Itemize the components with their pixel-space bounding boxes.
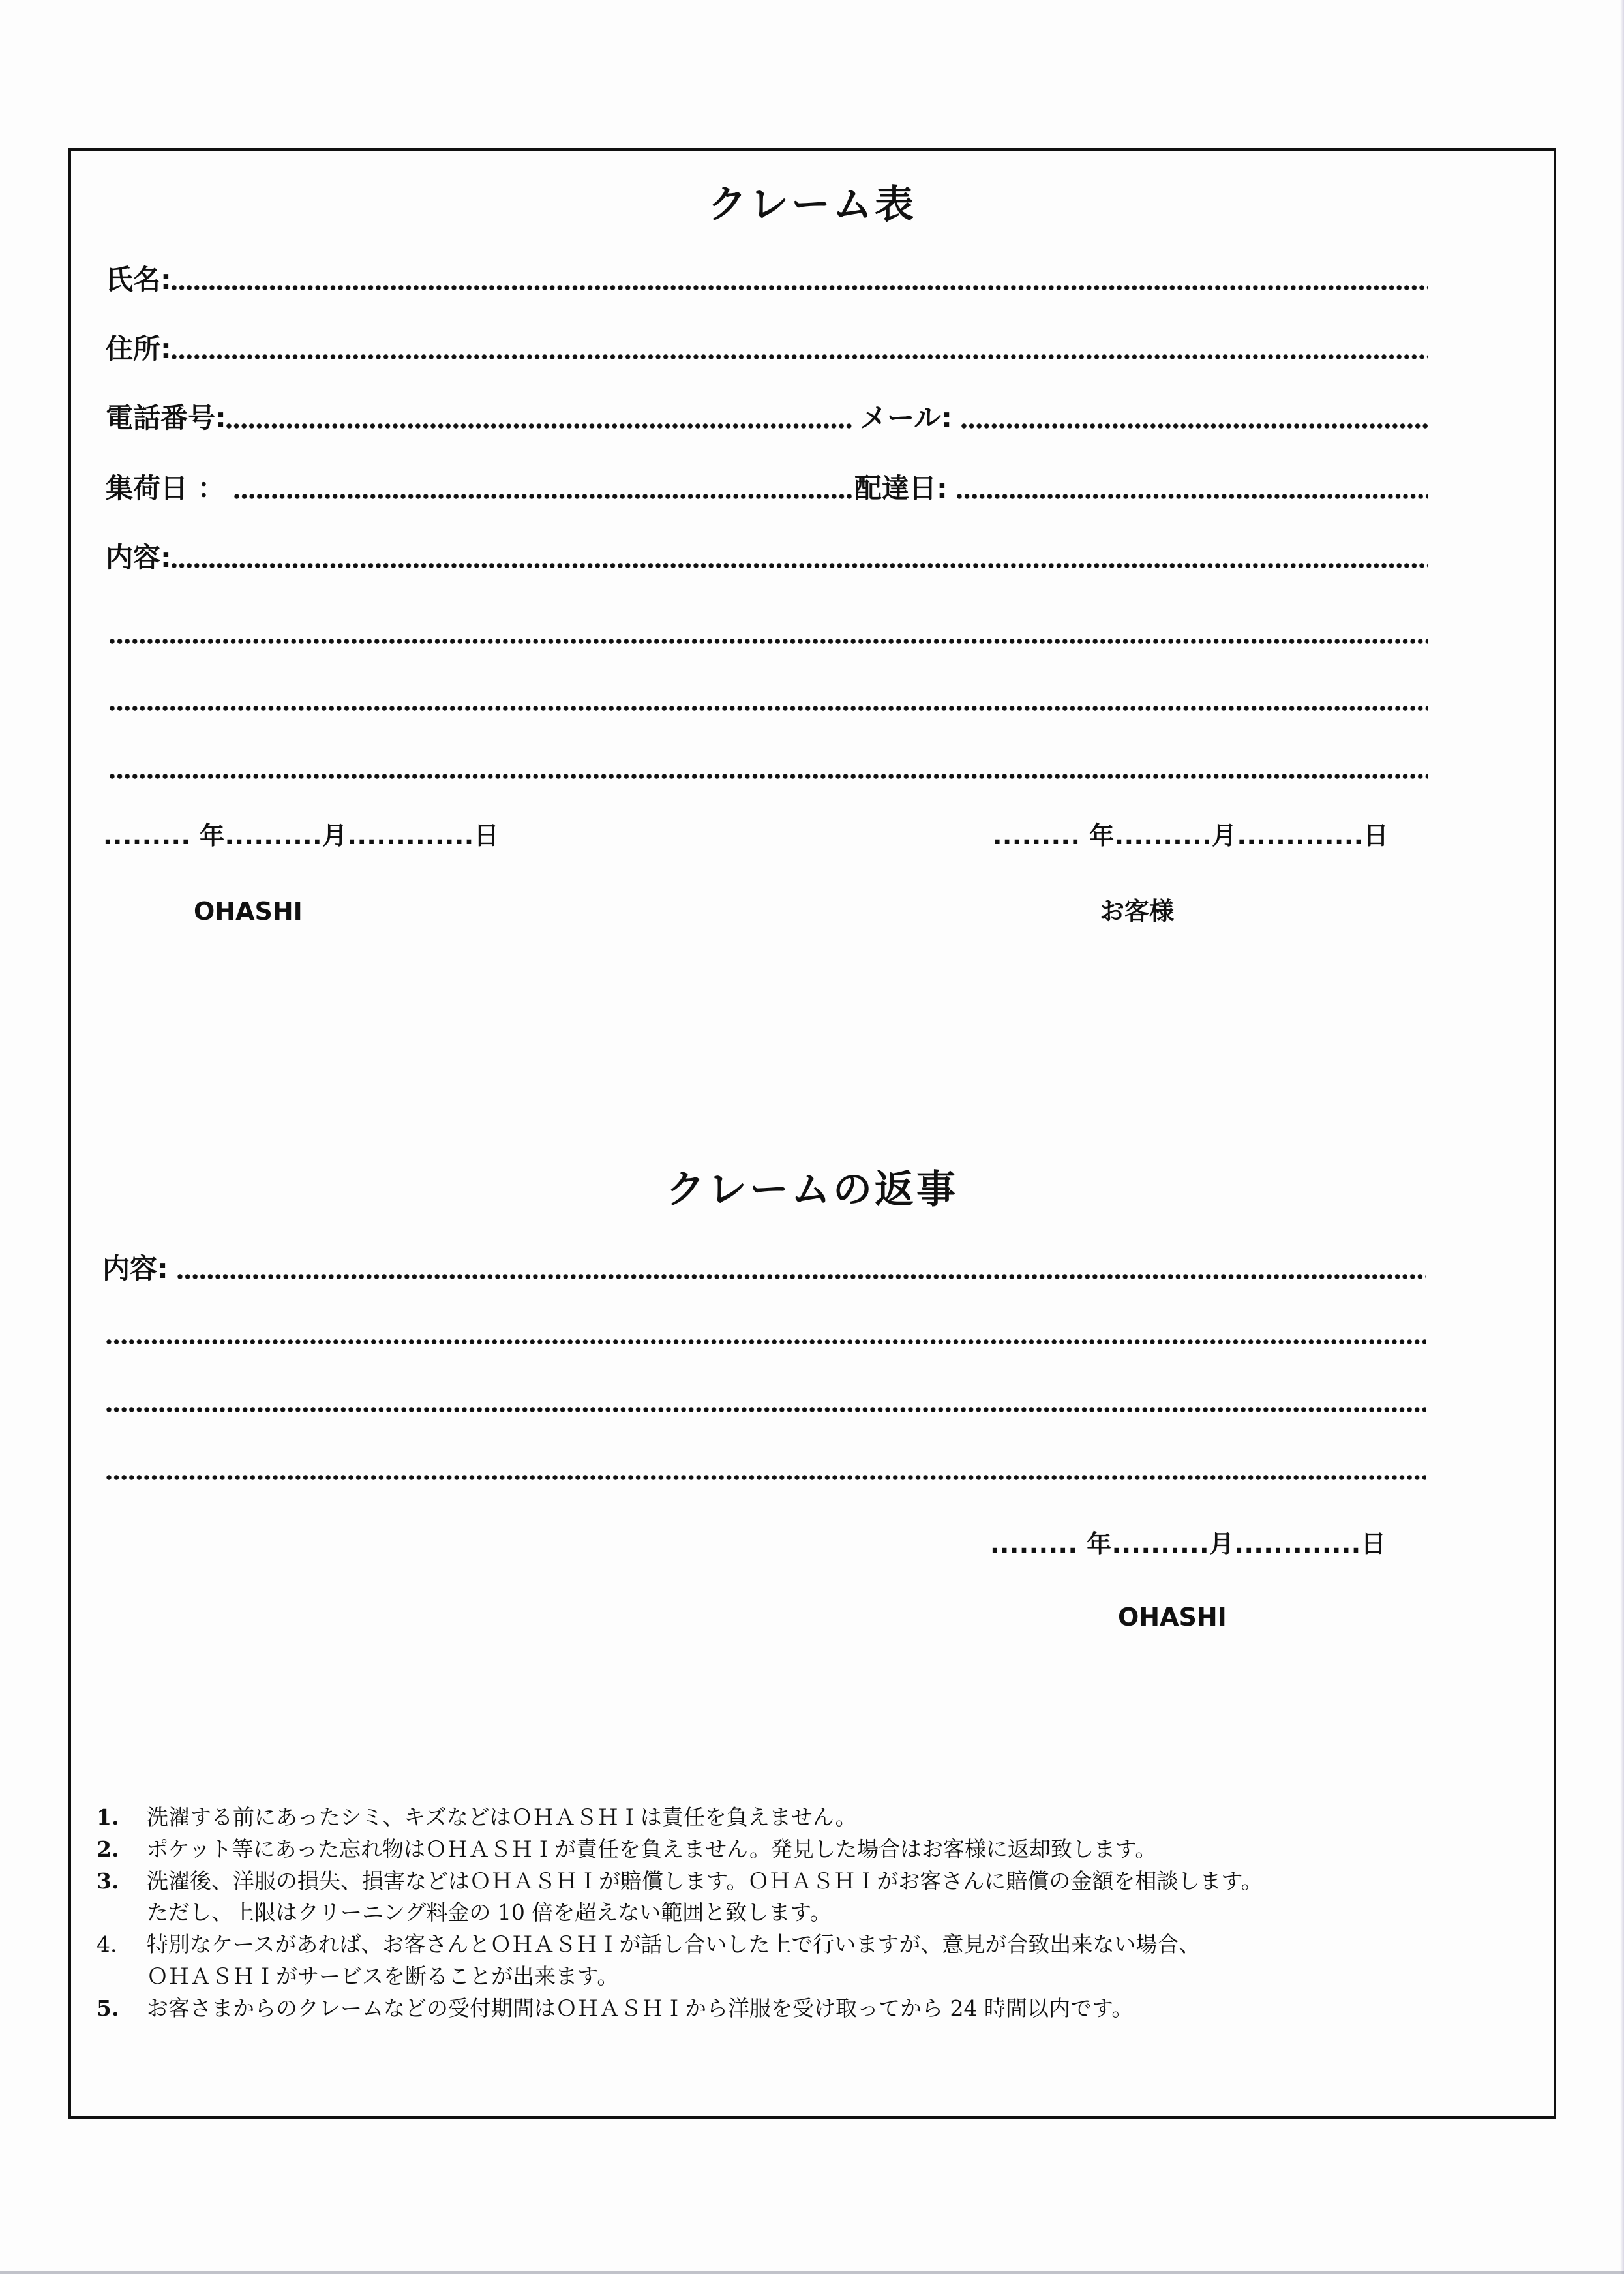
name-field[interactable] [106,262,1428,295]
terms-item [97,1929,1531,1993]
phone-dotted-line[interactable] [226,423,854,429]
terms-item-number: 3. [97,1868,119,1894]
reply-content-dotted-line[interactable] [177,1273,1426,1280]
terms-item-text: ＯＨＡＳＨＩがサービスを断ることが出来ます。 [147,1963,619,1989]
delivery-date-field[interactable] [854,471,1428,504]
year-dots: ......... [103,821,191,850]
address-dotted-line[interactable] [172,354,1428,360]
terms-item-text: 洗濯する前にあったシミ、キズなどはＯＨＡＳＨＩは責任を負えません。 [147,1804,857,1830]
page-edge-shadow [1620,0,1624,2274]
terms-item-number: 5. [97,1995,119,2021]
content-dotted-line[interactable] [110,638,1428,644]
year-dots: ......... [993,821,1081,850]
reply-content-line-4[interactable] [106,1452,1426,1485]
terms-item [97,1802,1531,1834]
terms-item-text: ポケット等にあった忘れ物はＯＨＡＳＨＩが責任を負えません。発見した場合はお客様に返却致します。 [147,1836,1157,1862]
reply-content-field[interactable] [102,1251,1426,1284]
terms-item-number: 4. [97,1932,117,1958]
content-label: 内容: [106,541,172,573]
month-label: 月 [322,821,348,850]
day-label: 日 [474,821,500,850]
email-field[interactable] [860,401,1428,433]
day-dots: ............. [1237,821,1364,850]
day-label: 日 [1361,1530,1387,1558]
reply-form-title: クレームの返事 [666,1167,958,1213]
signature-ohashi: OHASHI [194,897,303,926]
month-dots: .......... [1114,821,1212,850]
date-right[interactable] [993,823,1389,848]
phone-label: 電話番号: [106,402,226,434]
terms-item-text: 洗濯後、洋服の損失、損害などはＯＨＡＳＨＩが賠償します。ＯＨＡＳＨＩがお客さんに賠償の金額を相談します。 [147,1868,1263,1894]
address-label: 住所: [106,333,172,365]
reply-content-dotted-line[interactable] [106,1406,1426,1413]
reply-content-dotted-line[interactable] [106,1339,1426,1345]
content-dotted-line[interactable] [110,773,1428,780]
name-dotted-line[interactable] [172,284,1428,291]
terms-item-number: 2. [97,1836,119,1862]
terms-item-text: ただし、上限はクリーニング料金の 10 倍を超えない範囲と致します。 [147,1900,832,1926]
content-line-3[interactable] [110,683,1428,716]
terms-item [97,1834,1531,1866]
date-left[interactable] [103,823,499,848]
delivery-date-label: 配達日: [854,472,948,504]
claim-form-title: クレーム表 [708,182,916,228]
reply-content-label: 内容: [102,1252,168,1284]
reply-content-dotted-line[interactable] [106,1474,1426,1481]
day-dots: ............. [1234,1530,1361,1558]
page-edge-bottom [0,2271,1624,2274]
month-dots: .......... [224,821,323,850]
content-line-2[interactable] [110,616,1428,648]
content-dotted-line[interactable] [110,705,1428,712]
email-dotted-line[interactable] [961,423,1428,429]
content-line-4[interactable] [110,751,1428,783]
pickup-date-label: 集荷日 ： [106,472,225,504]
delivery-date-dotted-line[interactable] [957,493,1428,500]
terms-list [97,1802,1531,2025]
reply-date[interactable] [990,1532,1386,1556]
reply-content-line-2[interactable] [106,1316,1426,1349]
terms-item-text: 特別なケースがあれば、お客さんとＯＨＡＳＨＩが話し合いした上で行いますが、意見が合致出来ない場合、 [147,1932,1201,1958]
signature-customer: お客様 [1100,897,1175,926]
year-dots: ......... [990,1530,1078,1558]
content-field[interactable] [106,540,1428,573]
email-label: メール: [860,402,952,434]
year-label: 年 [1089,821,1115,850]
month-dots: .......... [1111,1530,1210,1558]
address-field[interactable] [106,331,1428,364]
month-label: 月 [1209,1530,1235,1558]
reply-content-line-3[interactable] [106,1384,1426,1417]
day-dots: ............. [347,821,474,850]
reply-signature-ohashi: OHASHI [1118,1603,1227,1631]
year-label: 年 [1087,1530,1112,1558]
pickup-date-field[interactable] [106,471,854,504]
phone-field[interactable] [106,401,854,433]
year-label: 年 [200,821,225,850]
pickup-date-dotted-line[interactable] [234,493,854,500]
day-label: 日 [1363,821,1389,850]
terms-item [97,1866,1531,1930]
month-label: 月 [1212,821,1237,850]
content-dotted-line[interactable] [172,562,1428,569]
terms-item-text: お客さまからのクレームなどの受付期間はＯＨＡＳＨＩから洋服を受け取ってから 24 時間以内です。 [147,1995,1134,2021]
terms-item [97,1993,1531,2025]
terms-item-number: 1. [97,1804,119,1830]
name-label: 氏名: [106,264,172,296]
